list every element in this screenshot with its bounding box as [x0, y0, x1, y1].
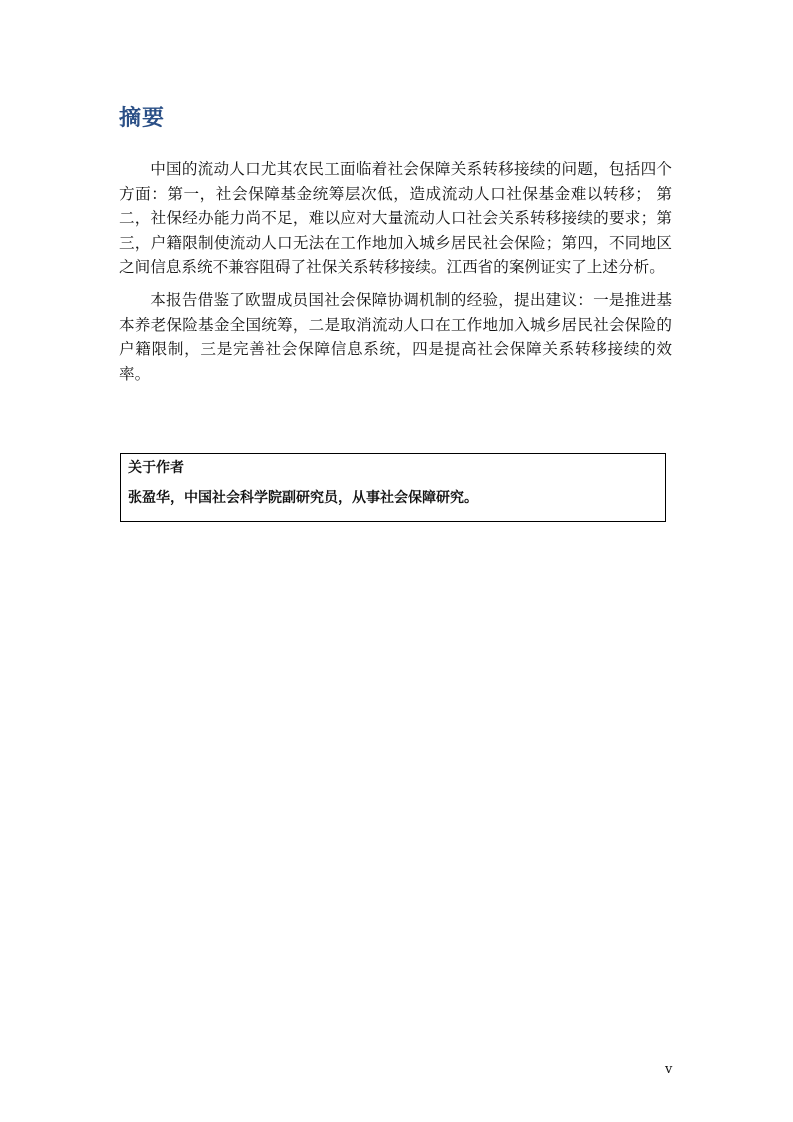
abstract-paragraph-1: 中国的流动人口尤其农民工面临着社会保障关系转移接续的问题，包括四个方面：第一，社会保障基金统筹层次低，造成流动人口社保基金难以转移； 第二，社保经办能力尚不足，难以应对大量流动人口社会关系转移接续的要求；第三，户籍限制使流动人口无法在工作地加入城乡居民社会保险；第四，不同地区之间信息系统不兼容阻碍了社保关系转移接续。江西省的案例证实了上述分析。 — [119, 160, 672, 277]
about-author-text: 张盈华，中国社会科学院副研究员，从事社会保障研究。 — [128, 490, 478, 506]
section-title: 摘要 — [119, 106, 166, 131]
page-number: v — [665, 1062, 673, 1077]
abstract-paragraph-2: 本报告借鉴了欧盟成员国社会保障协调机制的经验，提出建议：一是推进基本养老保险基金全国统筹，二是取消流动人口在工作地加入城乡居民社会保险的户籍限制，三是完善社会保障信息系统，四是提高社会保障关系转移接续的效率。 — [119, 290, 672, 383]
abstract-body — [119, 157, 672, 394]
about-author-heading: 关于作者 — [128, 460, 184, 476]
about-author-box — [120, 453, 666, 522]
